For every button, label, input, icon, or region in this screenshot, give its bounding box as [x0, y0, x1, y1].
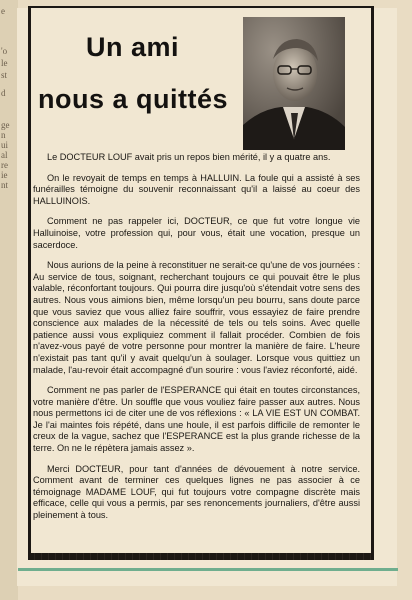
- article-frame-bottom-rule: [28, 553, 374, 560]
- green-print-line: [18, 568, 398, 571]
- paragraph: Comment ne pas rappeler ici, DOCTEUR, ce que fut votre longue vie Halluinoise, votre profession qui, pour vous, était une vocation, presque un sacerdoce.: [33, 216, 360, 250]
- margin-fragment: 'o: [1, 46, 8, 56]
- portrait-photo: [243, 17, 345, 150]
- margin-fragment: ui: [1, 140, 9, 150]
- portrait-illustration: [243, 17, 345, 150]
- paragraph: On le revoyait de temps en temps à HALLUIN. La foule qui a assisté à ses funérailles témoigne du souvenir reconnaissant qu'il a laissé au coeur des HALLUINOIS.: [33, 172, 360, 206]
- margin-fragment: n: [1, 130, 6, 140]
- margin-fragment: nt: [1, 180, 9, 190]
- paragraph: Merci DOCTEUR, pour tant d'années de dévouement à notre service. Comment avant de terminer ces quelques lignes ne pas associer à ce témoignage MADAME LOUF, qui fut toujours votre compagne discrète mais efficace, celle qui vous a permis, par ses renoncements journaliers, d'être aussi pleinement à tous.: [33, 463, 360, 521]
- article-body: [33, 152, 360, 531]
- margin-fragment: le: [1, 58, 8, 68]
- paragraph: Comment ne pas parler de l'ESPERANCE qui était en toutes circonstances, votre manière d'être. Un souffle que vous vouliez faire passer aux autres. Nous nous permettons ici de citer une de vos réflexions : « LA VIE EST UN COMBAT. Je l'ai maintes fois répété, dans une houle, il est parfois difficile de remonter le creux de la vague, sachez que l'ESPERANCE est la plus grande richesse de la terre. On ne le répètera jamais assez ».: [33, 385, 360, 454]
- margin-fragment: d: [1, 88, 6, 98]
- margin-fragment: ge: [1, 120, 10, 130]
- margin-fragment: st: [1, 70, 8, 80]
- paragraph: Le DOCTEUR LOUF avait pris un repos bien mérité, il y a quatre ans.: [47, 152, 331, 162]
- margin-fragment: ie: [1, 170, 8, 180]
- margin-fragment: re: [1, 160, 8, 170]
- margin-fragment: al: [1, 150, 8, 160]
- margin-fragment: e: [1, 6, 5, 16]
- article-title-line-2: nous a quittés: [38, 84, 229, 114]
- paragraph: Nous aurions de la peine à reconstituer ne serait-ce qu'une de vos journées : Au service de tous, soignant, recherchant toujours ce qui pouvait être le plus valable, réconfortant toujours. Qui pourra dire jusqu'où s'étendait votre sens des autres. Nous vous aimions bien, même lorsqu'un peu bourru, sans doute parce que vous saviez que vous alliez faire souffrir, vous essayiez de faire prendre conscience aux malades de la nécessité de tels ou tels soins. Avec quelle patience aussi vous expliquiez comment il fallait procéder. Combien de fois n'avez-vous payé de votre personne pour montrer la manière de faire. L'heure n'existait pas tant qu'il y avait quelqu'un à soulager. Lorsque vous quittiez un malade, l'au-revoir était accompagné d'un sourire : vous l'aviez réconforté, aidé.: [33, 260, 360, 375]
- article-title-line-1: Un ami: [86, 32, 180, 62]
